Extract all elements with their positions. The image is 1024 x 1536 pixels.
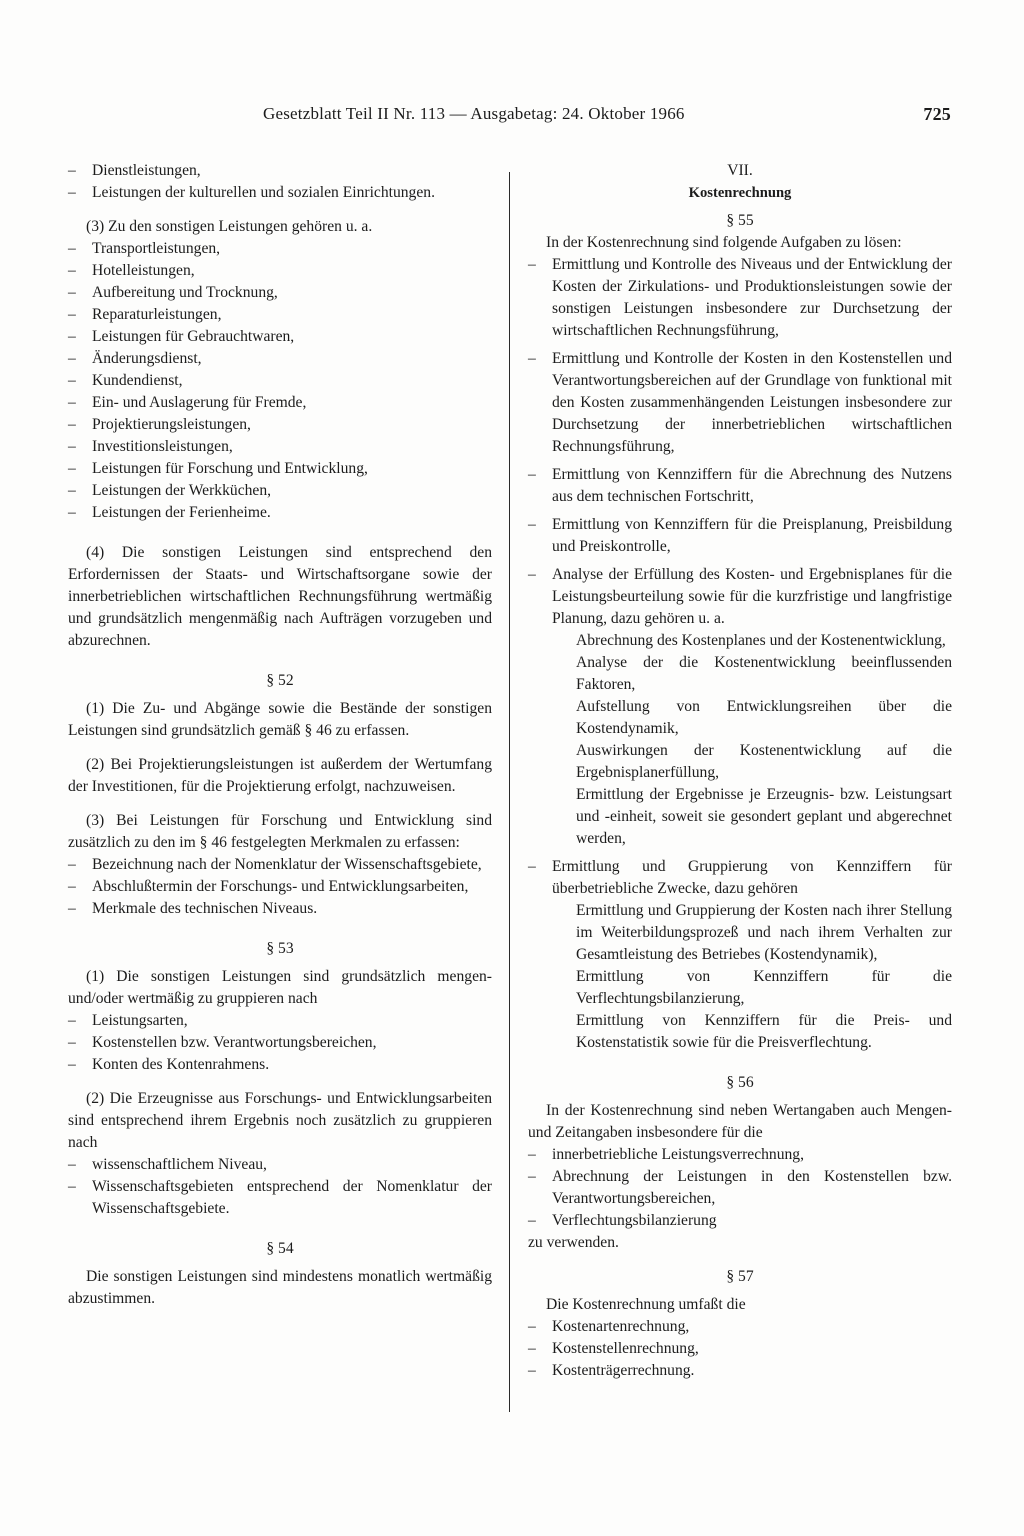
list-item: – Aufbereitung und Trocknung, <box>68 284 278 301</box>
right-column <box>528 160 952 1382</box>
page-number: 725 <box>923 104 951 124</box>
list-item: – Ermittlung und Kontrolle der Kosten in den Kostenstellen und Verantwortungsbereichen auf der Grundlage von funktional mit den Kosten zusammenhängenden Leistungen insbesondere zur Durchsetzung der innerbetrieblichen wirtschaftlichen Rechnungsführung, <box>528 350 952 455</box>
chapter-number: VII. <box>727 162 753 179</box>
list-item: – Investitionsleistungen, <box>68 438 233 455</box>
list-item: – Analyse der Erfüllung des Kosten- und Ergebnisplanes für die Leistungsbeurteilung sowie für die kurzfristige und langfristige Planung, dazu gehören u. a. <box>528 566 952 627</box>
list-item: – Kostenstellenrechnung, <box>528 1340 699 1357</box>
section-52-paragraph-3: (3) Bei Leistungen für Forschung und Entwicklung sind zusätzlich zu den im § 46 festgelegten Merkmalen zu erfassen: <box>68 812 492 851</box>
list-item: – Kundendienst, <box>68 372 183 389</box>
list-item: – Konten des Kontenrahmens. <box>68 1056 270 1073</box>
section-54-paragraph: Die sonstigen Leistungen sind mindestens monatlich wertmäßig abzustimmen. <box>68 1268 492 1307</box>
section-53-paragraph-2: (2) Die Erzeugnisse aus Forschungs- und Entwicklungsarbeiten sind entsprechend ihrem Ergebnis noch zusätzlich zu gruppieren nach <box>68 1090 492 1151</box>
sub-item: Ermittlung der Ergebnisse je Erzeugnis- bzw. Leistungsart und -einheit, soweit sie gesondert geplant und abgerechnet werden, <box>576 786 952 847</box>
section-57-list <box>528 1316 952 1382</box>
section-55-list <box>528 254 952 1054</box>
chapter-title: Kostenrechnung <box>688 185 792 201</box>
section-52-heading: § 52 <box>266 672 294 689</box>
list-item: – Abschlußtermin der Forschungs- und Entwicklungsarbeiten, <box>68 878 469 895</box>
section-55-heading: § 55 <box>726 212 754 229</box>
list-item: – Ermittlung und Gruppierung von Kennziffern für überbetriebliche Zwecke, dazu gehören <box>528 858 952 897</box>
sub-item: Ermittlung von Kennziffern für die Verflechtungsbilanzierung, <box>576 968 952 1007</box>
list-item: – Ermittlung von Kennziffern für die Preisplanung, Preisbildung und Preiskontrolle, <box>528 516 952 555</box>
section-54-heading: § 54 <box>266 1240 294 1257</box>
list-item: – innerbetriebliche Leistungsverrechnung, <box>528 1146 805 1163</box>
top-list <box>68 160 492 204</box>
section-57-heading: § 57 <box>726 1268 754 1285</box>
header-title: Gesetzblatt Teil II Nr. 113 — Ausgabetag: 24. Oktober 1966 <box>263 104 685 123</box>
analysis-sublist <box>528 630 952 850</box>
list-item: – Verflechtungsbilanzierung <box>528 1212 717 1229</box>
section-53-list-2 <box>68 1154 492 1220</box>
list-item: – Ermittlung von Kennziffern für die Abrechnung des Nutzens aus dem technischen Fortschritt, <box>528 466 952 505</box>
sub-item: Ermittlung von Kennziffern für die Preis- und Kostenstatistik sowie für die Preisverflechtung. <box>576 1012 952 1051</box>
page-header <box>263 104 951 132</box>
list-item: – Transportleistungen, <box>68 240 221 257</box>
sub-item: Auswirkungen der Kostenentwicklung auf die Ergebnisplanerfüllung, <box>576 742 952 781</box>
list-item: – Leistungen der Werkküchen, <box>68 482 272 499</box>
list-item: – Hotelleistungen, <box>68 262 195 279</box>
section-56-heading: § 56 <box>726 1074 754 1091</box>
list-item: – Wissenschaftsgebieten entsprechend der Nomenklatur der Wissenschaftsgebiete. <box>68 1178 492 1217</box>
list-item: – Kostenträgerrechnung. <box>528 1362 695 1379</box>
section-53-list-1 <box>68 1010 492 1076</box>
list-item: – Dienstleistungen, <box>68 162 201 179</box>
list-item: – Merkmale des technischen Niveaus. <box>68 900 318 917</box>
list-item: – wissenschaftlichem Niveau, <box>68 1156 267 1173</box>
column-divider <box>509 172 510 1412</box>
sub-item: Analyse der die Kostenentwicklung beeinflussenden Faktoren, <box>576 654 952 693</box>
list-item: – Reparaturleistungen, <box>68 306 222 323</box>
list-item: – Leistungsarten, <box>68 1012 188 1029</box>
left-column <box>68 160 492 1310</box>
section-52-list <box>68 854 492 920</box>
section-53-paragraph-1: (1) Die sonstigen Leistungen sind grundsätzlich mengen- und/oder wertmäßig zu gruppieren nach <box>68 968 492 1007</box>
list-item: – Leistungen der kulturellen und sozialen Einrichtungen. <box>68 184 435 201</box>
list-item: – Bezeichnung nach der Nomenklatur der Wissenschaftsgebiete, <box>68 856 482 873</box>
list-item: – Änderungsdienst, <box>68 350 202 367</box>
paragraph-4: (4) Die sonstigen Leistungen sind entsprechend den Erfordernissen der Staats- und Wirtschaftsorgane sowie der innerbetrieblichen wirtschaftlichen Rechnungsführung wertmäßig und grundsätzlich mengenmäßig nach Aufträgen vorzugeben und abzurechnen. <box>68 544 492 649</box>
list-item: – Kostenstellen bzw. Verantwortungsbereichen, <box>68 1034 377 1051</box>
section-56-intro: In der Kostenrechnung sind neben Wertangaben auch Mengen- und Zeitangaben insbesondere für die <box>528 1102 952 1141</box>
sub-item: Abrechnung des Kostenplanes und der Kostenentwicklung, <box>576 632 946 649</box>
section-53-heading: § 53 <box>266 940 294 957</box>
list-item: – Leistungen für Forschung und Entwicklung, <box>68 460 368 477</box>
section-56-outro: zu verwenden. <box>528 1234 619 1251</box>
section-56-list <box>528 1144 952 1232</box>
list-item: – Ermittlung und Kontrolle des Niveaus und der Entwicklung der Kosten der Zirkulations- und Produktionsleistungen sowie der sonstigen Leistungen insbesondere zur Durchsetzung der wirtschaftlichen Rechnungsführung, <box>528 256 952 339</box>
paragraph-3-intro: (3) Zu den sonstigen Leistungen gehören u. a. <box>86 218 373 235</box>
section-57-intro: Die Kostenrechnung umfaßt die <box>546 1296 746 1313</box>
list-item: – Kostenartenrechnung, <box>528 1318 690 1335</box>
list-item: – Abrechnung der Leistungen in den Kostenstellen bzw. Verantwortungsbereichen, <box>528 1168 952 1207</box>
sub-item: Aufstellung von Entwicklungsreihen über die Kostendynamik, <box>576 698 952 737</box>
list-item: – Leistungen der Ferienheime. <box>68 504 271 521</box>
list-item: – Projektierungsleistungen, <box>68 416 251 433</box>
list-item: – Ein- und Auslagerung für Fremde, <box>68 394 307 411</box>
paragraph-3-list <box>68 238 492 524</box>
statistics-sublist <box>528 900 952 1054</box>
list-item: – Leistungen für Gebrauchtwaren, <box>68 328 295 345</box>
section-55-intro: In der Kostenrechnung sind folgende Aufgaben zu lösen: <box>546 234 902 251</box>
sub-item: Ermittlung und Gruppierung der Kosten nach ihrer Stellung im Weiterbildungsprozeß und nach ihrem Verhalten zur Gesamtleistung des Betriebes (Kostendynamik), <box>576 902 952 963</box>
section-52-paragraph-1: (1) Die Zu- und Abgänge sowie die Bestände der sonstigen Leistungen sind grundsätzlich gemäß § 46 zu erfassen. <box>68 700 492 739</box>
section-52-paragraph-2: (2) Bei Projektierungsleistungen ist außerdem der Wertumfang der Investitionen, für die Projektierung erfolgt, nachzuweisen. <box>68 756 492 795</box>
